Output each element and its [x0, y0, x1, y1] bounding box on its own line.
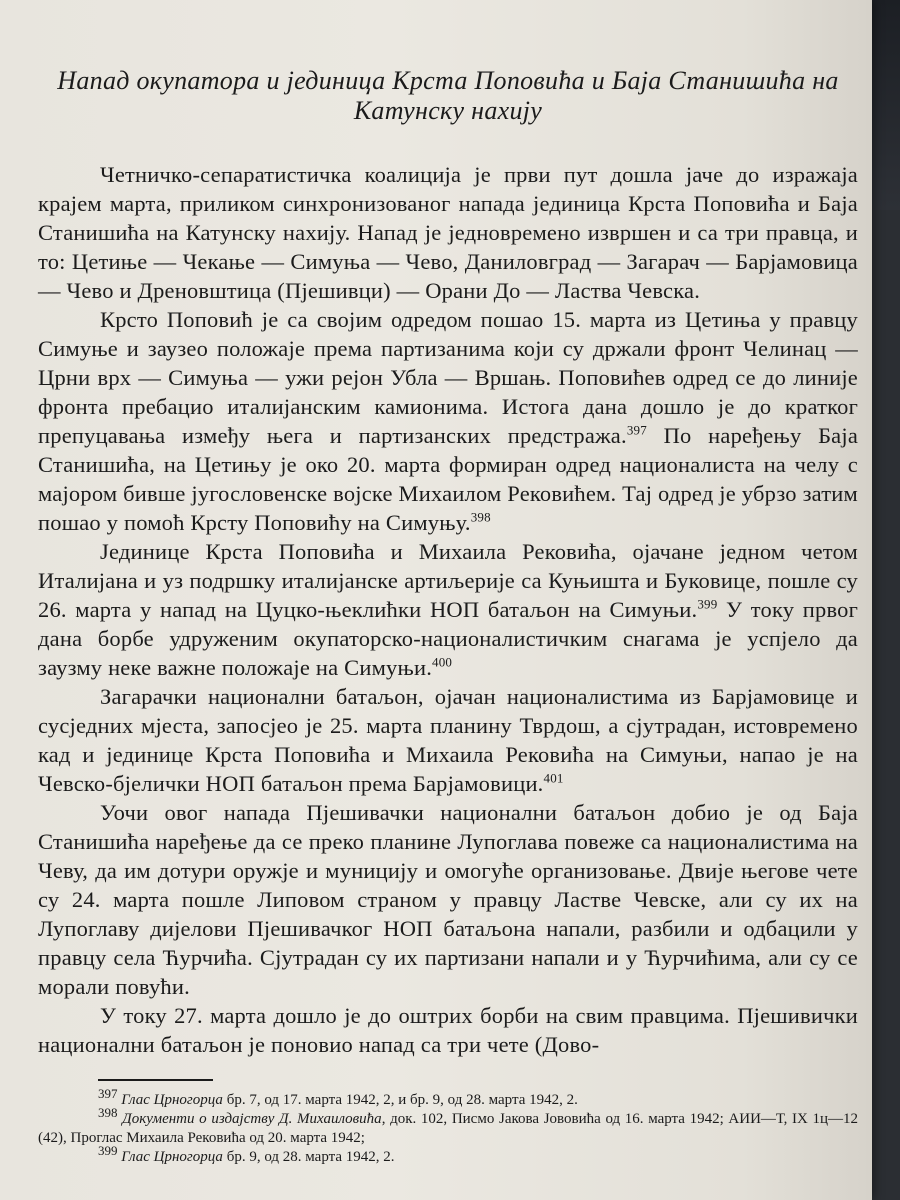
- paragraph: [38, 160, 858, 305]
- paragraph-text: Уочи овог напада Пјешивачки национални батаљон добио је од Баја Станишића наређење да се преко планине Лупоглава повеже са националистима на Чеву, да им дотури оружје и муницију и омогуће организовање. Двије његове чете су 24. марта пошле Липовом страном у правцу Ластве Чевске, али су их на Лупоглаву дијелови Пјешивачког НОП батаљона напали, разбили и одбацили у правцу села Ћурчића. Сјутрадан су их партизани напали и у Ћурчићима, али су се морали повући.: [38, 800, 858, 999]
- paragraph-text: По наређењу Баја Станишића, на Цетињу је око 20. марта формиран одред националиста на челу с мајором бивше југословенске војске Михаилом Рековићем. Тај одред је убрзо затим пошао у помоћ Крсту Поповићу на Симуњу.: [38, 423, 859, 535]
- footnote: [38, 1143, 858, 1167]
- paragraph: [38, 798, 858, 1001]
- paragraph-text: У току 27. марта дошло је до оштрих борби на свим правцима. Пјешивички национални батаљон је поновио напад са три чете (Дово-: [38, 1003, 858, 1057]
- footnote-ref: 400: [432, 654, 453, 670]
- footnote-number: 398: [98, 1105, 118, 1120]
- footnote-text: бр. 7, од 17. марта 1942, 2, и бр. 9, од 28. марта 1942, 2.: [222, 1092, 578, 1108]
- paragraph: [38, 305, 858, 537]
- footnote-ref: 399: [697, 596, 718, 612]
- paragraph: [38, 1001, 858, 1059]
- page-content: [38, 66, 858, 1167]
- footnote-divider: [98, 1079, 213, 1081]
- footnote-text: бр. 9, од 28. марта 1942, 2.: [222, 1149, 395, 1165]
- body-text: [38, 160, 858, 1059]
- paragraph: [38, 537, 858, 682]
- footnote-source: Документи о издајству Д. Михаиловића: [122, 1111, 382, 1127]
- paragraph-text: Крсто Поповић је са својим одредом пошао 15. марта из Цетиња у правцу Симуње и заузео положаје према партизанима који су држали фронт Челинац — Црни врх — Симуња — ужи рејон Убла — Вршањ. Поповићев одред се до линије фронта пребацио италијанским камионима. Истога дана дошло је до кратког препуцавања између њега и партизанских предстража.: [38, 307, 858, 448]
- section-heading: Напад окупатора и јединица Крста Поповића и Баја Станишића на Катунску нахију: [57, 66, 839, 125]
- footnote-number: 397: [98, 1086, 118, 1101]
- paragraph-text: У току првог дана борбе удруженим окупаторско-националистичким снагама је успјело да заузму неке важне положаје на Симуњи.: [38, 597, 859, 680]
- paragraph-text: Загарачки национални батаљон, ојачан националистима из Барјамовице и сусједних мјеста, запосјео је 25. марта планину Тврдош, а сјутрадан, истовремено кад и јединице Крста Поповића и Михаила Рековића на Симуњи, напао је на Чевско-бјелички НОП батаљон према Барјамовици.: [38, 684, 858, 796]
- footnotes: [38, 1086, 858, 1167]
- footnote: [38, 1086, 858, 1110]
- paragraph-text: Јединице Крста Поповића и Михаила Рековића, ојачане једном четом Италијана и уз подршку италијанске артиљерије са Куњишта и Буковице, пошле су 26. марта у напад на Цуцко-њеклићки НОП батаљон на Симуњи.: [38, 539, 858, 622]
- paragraph: [38, 682, 858, 798]
- footnote: [38, 1105, 858, 1148]
- footnote-source: Глас Црногорца: [121, 1149, 223, 1165]
- footnote-ref: 397: [626, 422, 647, 438]
- footnote-source: Глас Црногорца: [121, 1092, 223, 1108]
- paragraph-text: Четничко-сепаратистичка коалиција је први пут дошла јаче до изражаја крајем марта, приликом синхронизованог напада јединица Крста Поповића и Баја Станишића на Катунску нахију. Напад је једновремено извршен и са три правца, и то: Цетиње — Чекање — Симуња — Чево, Даниловград — Загарач — Барјамовица — Чево и Дреновштица (Пјешивци) — Орани До — Ластва Чевска.: [38, 162, 858, 303]
- footnote-ref: 401: [543, 770, 564, 786]
- footnote-ref: 398: [470, 509, 491, 525]
- footnote-text: , док. 102, Писмо Јакова Јововића од 16. марта 1942; АИИ—Т, IX 1ц—12 (42), Проглас Михаила Рековића од 20. марта 1942;: [38, 1111, 858, 1146]
- footnote-number: 399: [98, 1143, 118, 1158]
